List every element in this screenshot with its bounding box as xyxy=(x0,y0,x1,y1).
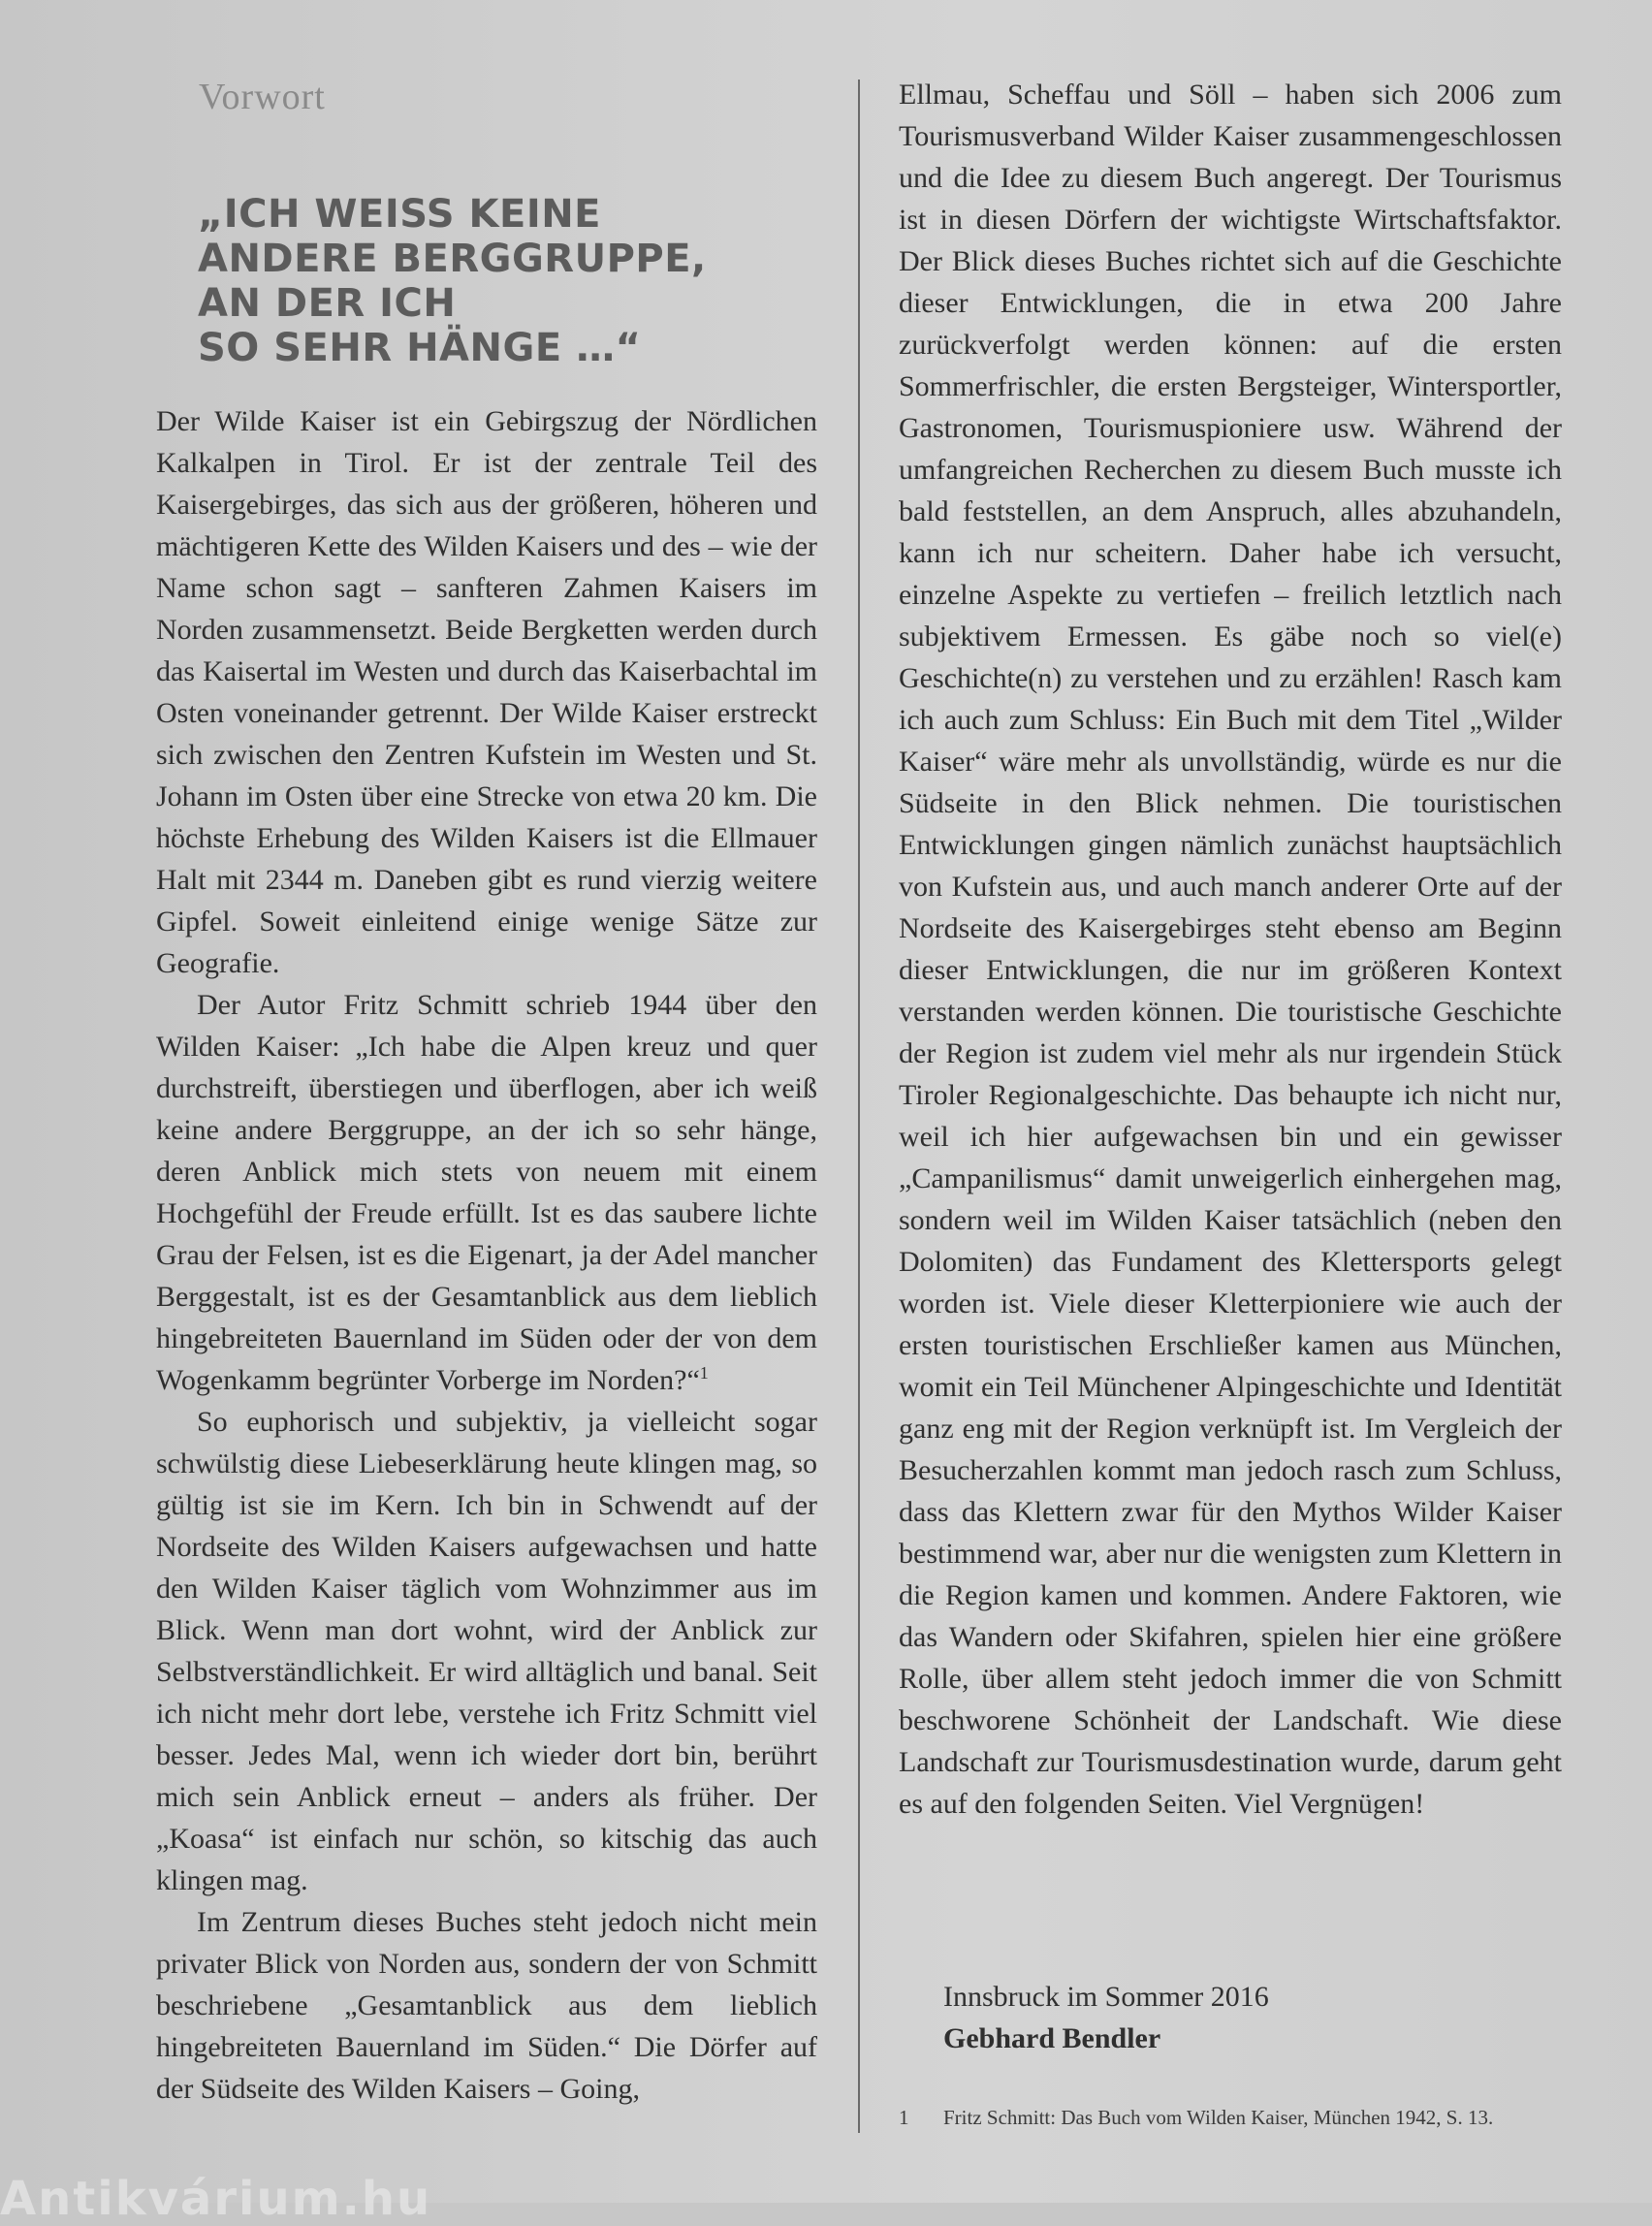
footnote-text: Fritz Schmitt: Das Buch vom Wilden Kaiser, München 1942, S. 13. xyxy=(943,2106,1494,2129)
headline-line-1: „ICH WEISS KEINE xyxy=(198,192,602,237)
signature-block xyxy=(943,1976,1269,2059)
section-label: Vorwort xyxy=(199,77,326,117)
footnote-marker: 1 xyxy=(699,1363,709,1383)
column-divider xyxy=(858,80,860,2133)
headline-line-3: AN DER ICH xyxy=(198,281,457,326)
paragraph-schmitt-quote xyxy=(156,984,817,1401)
paragraph-focus: Im Zentrum dieses Buches steht jedoch nicht mein privater Blick von Norden aus, sondern der von Schmitt beschriebene „Gesamtanblick aus dem lieblich hingebreiteten Bauernland im Süden.“ Die Dörfer auf der Südseite des Wilden Kaisers – Going, xyxy=(156,1906,817,2105)
author-name: Gebhard Bendler xyxy=(943,2022,1161,2054)
place-date: Innsbruck im Sommer 2016 xyxy=(943,1981,1269,2013)
chapter-headline xyxy=(198,192,818,370)
headline-line-2: ANDERE BERGGRUPPE, xyxy=(198,237,707,281)
paragraph-tourism: Ellmau, Scheffau und Söll – haben sich 2006 zum Tourismusverband Wilder Kaiser zusammengeschlossen und die Idee zu diesem Buch angeregt. Der Tourismus ist in diesen Dörfern der wichtigste Wirtschaftsfaktor. Der Blick dieses Buches richtet sich auf die Geschichte dieser Entwicklungen, die in etwa 200 Jahre zurückverfolgt werden können: auf die ersten Sommerfrischler, die ersten Bergsteiger, Wintersportler, Gastronomen, Tourismuspioniere usw. Während der umfangreichen Recherchen zu diesem Buch musste ich bald feststellen, an dem Anspruch, alles abzuhandeln, kann ich nur scheitern. Daher habe ich versucht, einzelne Aspekte zu vertiefen – freilich letztlich nach subjektivem Ermessen. Es gäbe noch so viel(e) Geschichte(n) zu verstehen und zu erzählen! Rasch kam ich auch zum Schluss: Ein Buch mit dem Titel „Wilder Kaiser“ wäre mehr als unvollständig, würde es nur die Südseite in den Blick nehmen. Die touristischen Entwicklungen gingen nämlich zunächst hauptsächlich von Kufstein aus, und auch manch anderer Orte auf der Nordseite des Kaisergebirges steht ebenso am Beginn dieser Entwicklungen, die nur im größeren Kontext verstanden werden können. Die touristische Geschichte der Region ist zudem viel mehr als nur irgendein Stück Tiroler Regionalgeschichte. Das behaupte ich nicht nur, weil ich hier aufgewachsen bin und ein gewisser „Campanilismus“ damit unweigerlich einhergehen mag, sondern weil im Wilden Kaiser tatsächlich (neben den Dolomiten) das Fundament des Klettersports gelegt worden ist. Viele dieser Kletterpioniere wie auch der ersten touristischen Erschließer kamen aus München, womit ein Teil Münchener Alpingeschichte und Identität ganz eng mit der Region verknüpft ist. Im Vergleich der Besucherzahlen kommt man jedoch rasch zum Schluss, dass das Klettern zwar für den Mythos Wilder Kaiser bestimmend war, aber nur die wenigsten zum Klettern in die Region kamen und kommen. Andere Faktoren, wie das Wandern oder Skifahren, spielen hier eine größere Rolle, über allem steht jedoch immer die von Schmitt beschworene Schönheit der Landschaft. Wie diese Landschaft zur Tourismusdestination wurde, darum geht es auf den folgenden Seiten. Viel Vergnügen! xyxy=(899,79,1562,1820)
left-column xyxy=(156,400,817,2110)
footnote-number: 1 xyxy=(899,2106,909,2129)
paragraph-geography: Der Wilde Kaiser ist ein Gebirgszug der Nördlichen Kalkalpen in Tirol. Er ist der zentrale Teil des Kaisergebirges, das sich aus der größeren, höheren und mächtigeren Kette des Wilden Kaisers und des – wie der Name schon sagt – sanfteren Zahmen Kaisers im Norden zusammensetzt. Beide Bergketten werden durch das Kaisertal im Westen und durch das Kaiserbachtal im Osten voneinander getrennt. Der Wilde Kaiser erstreckt sich zwischen den Zentren Kufstein im Westen und St. Johann im Osten über eine Strecke von etwa 20 km. Die höchste Erhebung des Wilden Kaisers ist die Ellmauer Halt mit 2344 m. Daneben gibt es rund vierzig weitere Gipfel. Soweit einleitend einige wenige Sätze zur Geografie. xyxy=(156,405,817,979)
headline-line-4: SO SEHR HÄNGE …“ xyxy=(198,326,642,370)
quote-text: Der Autor Fritz Schmitt schrieb 1944 über den Wilden Kaiser: „Ich habe die Alpen kreuz und quer durchstreift, überstiegen und überflogen, aber ich weiß keine andere Berggruppe, an der ich so sehr hänge, deren Anblick mich stets von neuem mit einem Hochgefühl der Freude erfüllt. Ist es das saubere lichte Grau der Felsen, ist es die Eigenart, ja der Adel mancher Berggestalt, ist es der Gesamtanblick aus dem lieblich hingebreiteten Bauernland im Süden oder der von dem Wogenkamm begrünter Vorberge im Norden?“ xyxy=(156,989,817,1396)
paragraph-personal: So euphorisch und subjektiv, ja vielleicht sogar schwülstig diese Liebeserklärung heute klingen mag, so gültig ist sie im Kern. Ich bin in Schwendt auf der Nordseite des Wilden Kaisers aufgewachsen und hatte den Wilden Kaiser täglich vom Wohnzimmer aus im Blick. Wenn man dort wohnt, wird der Anblick zur Selbstverständlichkeit. Er wird alltäglich und banal. Seit ich nicht mehr dort lebe, verstehe ich Fritz Schmitt viel besser. Jedes Mal, wenn ich wieder dort bin, berührt mich sein Anblick erneut – anders als früher. Der „Koasa“ ist einfach nur schön, so kitschig das auch klingen mag. xyxy=(156,1406,817,1896)
watermark: Antikvárium.hu xyxy=(0,2172,432,2226)
footnote xyxy=(899,2106,1568,2130)
right-column xyxy=(899,74,1562,1825)
